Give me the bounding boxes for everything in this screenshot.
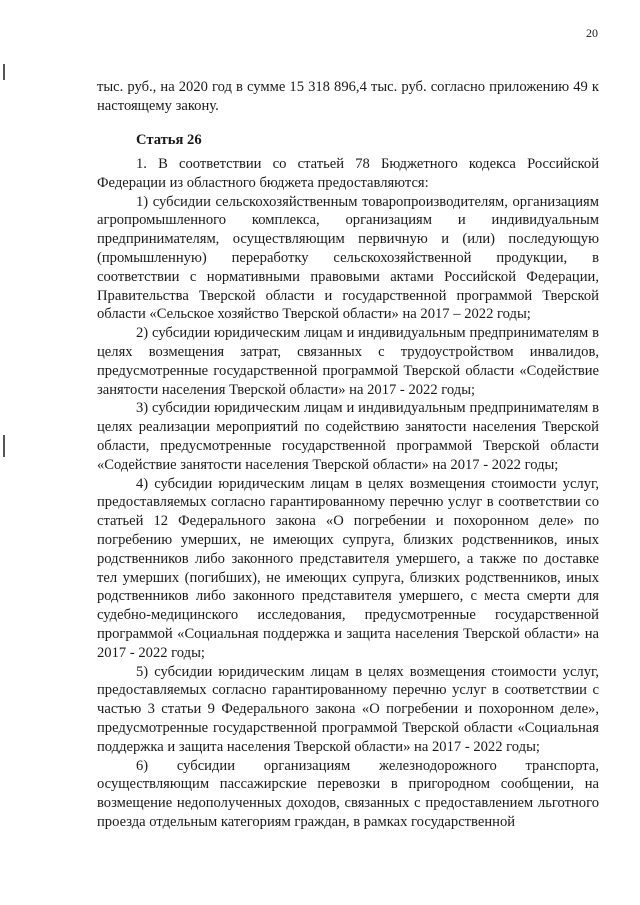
- binder-mark: [3, 64, 5, 80]
- article-body: [97, 155, 599, 832]
- item-3: 3) субсидии юридическим лицам и индивидуальным предпринимателям в целях реализации мероприятий по содействию занятости населения Тверской области, предусмотренные государственной программой Тверской области «Содействие занятости населения Тверской области» на 2017 - 2022 годы;: [97, 400, 599, 473]
- binder-mark: [3, 435, 5, 457]
- intro-block: [97, 78, 599, 116]
- page-number: 20: [586, 26, 598, 40]
- item-1: 1) субсидии сельскохозяйственным товаропроизводителям, организациям агропромышленного комплекса, организациям и индивидуальным предпринимателям, осуществляющим первичную и (или) последующую (промышленную) переработку сельскохозяйственной продукции, в соответствии с нормативными правовыми актами Российской Федерации, Правительства Тверской области и государственной программой Тверской области «Сельское хозяйство Тверской области» на 2017 – 2022 годы;: [97, 193, 599, 323]
- intro-paragraph: тыс. руб., на 2020 год в сумме 15 318 896,4 тыс. руб. согласно приложению 49 к настоящему закону.: [97, 79, 599, 114]
- item-5: 5) субсидии юридическим лицам в целях возмещения стоимости услуг, предоставляемых согласно гарантированному перечню услуг в соответствии с частью 3 статьи 9 Федерального закона «О погребении и похоронном деле», предусмотренные государственной программой Тверской области «Социальная поддержка и защита населения Тверской области» на 2017 - 2022 годы;: [97, 663, 599, 755]
- item-6: 6) субсидии организациям железнодорожного транспорта, осуществляющим пассажирские перевозки в пригородном сообщении, на возмещение недополученных доходов, связанных с предоставлением льготного проезда отдельным категориям граждан, в рамках государственной: [97, 757, 599, 830]
- article-heading: Статья 26: [136, 132, 202, 148]
- item-2: 2) субсидии юридическим лицам и индивидуальным предпринимателям в целях возмещения затрат, связанных с трудоустройством инвалидов, предусмотренные государственной программой Тверской области «Содействие занятости населения Тверской области» на 2017 - 2022 годы;: [97, 325, 599, 398]
- paragraph-1: 1. В соответствии со статьей 78 Бюджетного кодекса Российской Федерации из областного бюджета предоставляются:: [97, 156, 599, 191]
- item-4: 4) субсидии юридическим лицам в целях возмещения стоимости услуг, предоставляемых согласно гарантированному перечню услуг в соответствии со статьей 12 Федерального закона «О погребении и похоронном деле» по погребению умерших, не имеющих супруга, близких родственников, иных родственников либо законного представителя умершего, а также по доставке тел умерших (погибших), не имеющих супруга, близких родственников, иных родственников либо законного представителя умершего, с места смерти для судебно-медицинского исследования, предусмотренные государственной программой «Социальная поддержка и защита населения Тверской области» на 2017 - 2022 годы;: [97, 475, 599, 661]
